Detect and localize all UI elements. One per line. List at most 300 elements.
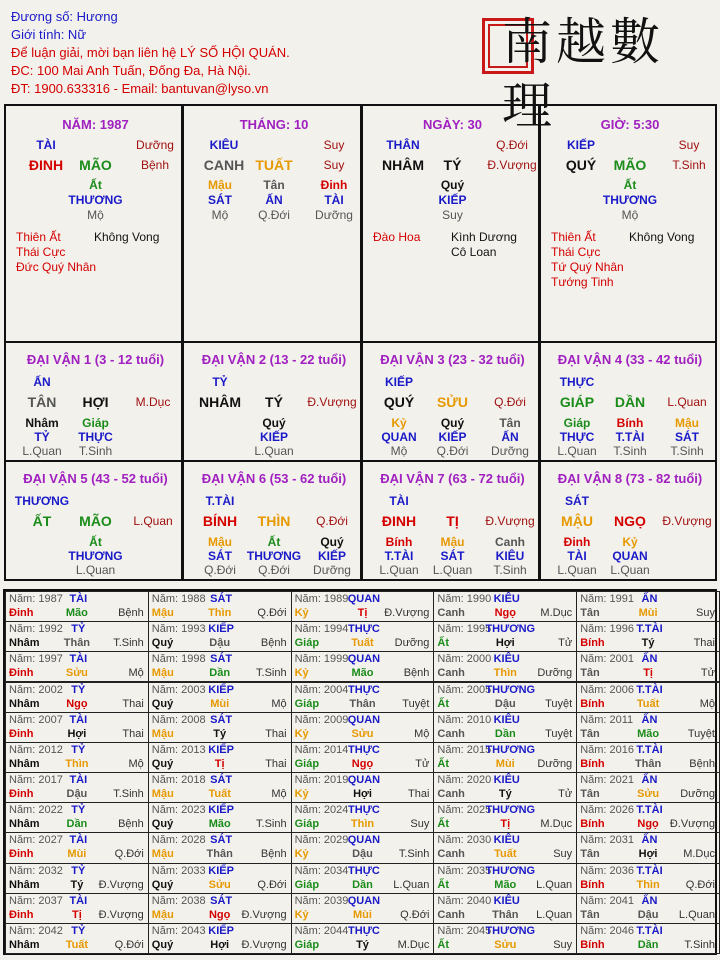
address-line: ĐC: 100 Mai Anh Tuấn, Đống Đa, Hà Nội. bbox=[11, 63, 251, 78]
year-state: T.Sinh bbox=[256, 818, 287, 831]
year-state: Q.Đới bbox=[685, 878, 715, 891]
year-stem: Quý bbox=[151, 637, 174, 650]
year-stem: Tân bbox=[580, 848, 600, 861]
year-god: TÀI bbox=[69, 713, 88, 726]
year-god: QUAN bbox=[347, 894, 381, 907]
year-label: Năm: 1988 bbox=[151, 593, 206, 605]
year-god: QUAN bbox=[347, 834, 381, 847]
year-cell bbox=[576, 772, 720, 803]
year-god: THỰC bbox=[348, 924, 380, 937]
year-branch: Tuất bbox=[636, 697, 660, 710]
year-stem: Ất bbox=[437, 938, 449, 951]
year-stem: Mậu bbox=[151, 848, 174, 861]
year-cell bbox=[148, 772, 292, 803]
year-state: Tuyệt bbox=[687, 727, 715, 740]
year-state: Suy bbox=[553, 938, 573, 951]
year-label: Năm: 1995 bbox=[437, 623, 492, 636]
dai-van-branch: NGỌ bbox=[614, 513, 646, 529]
year-branch: Sửu bbox=[637, 788, 660, 801]
year-label: Năm: 2046 bbox=[580, 924, 634, 937]
hidden-state: L.Quan bbox=[557, 563, 597, 577]
dai-van-cell bbox=[361, 341, 540, 462]
year-branch: Dậu bbox=[494, 697, 516, 710]
year-cell bbox=[291, 621, 435, 652]
year-label: Năm: 2038 bbox=[151, 894, 206, 907]
hidden-god: KIẾP bbox=[438, 193, 467, 207]
year-cell bbox=[5, 621, 149, 652]
pillar-branch: TUẤT bbox=[255, 157, 293, 173]
year-god: TÀI bbox=[69, 834, 88, 847]
year-label: Năm: 1999 bbox=[294, 653, 349, 666]
year-label: Năm: 2013 bbox=[151, 743, 206, 756]
hidden-stem: Mậu bbox=[208, 178, 232, 192]
dai-van-branch: DẦN bbox=[614, 394, 646, 410]
year-label: Năm: 2006 bbox=[580, 683, 634, 696]
dai-van-title: ĐẠI VẬN 5 (43 - 52 tuổi) bbox=[23, 471, 168, 486]
year-label: Năm: 2045 bbox=[437, 924, 492, 937]
year-stem: Nhâm bbox=[9, 637, 40, 650]
star-item: Cô Loan bbox=[451, 245, 497, 259]
dai-van-stem: ĐINH bbox=[381, 513, 417, 529]
year-god: KIẾP bbox=[208, 804, 234, 817]
year-stem: Giáp bbox=[294, 757, 320, 770]
year-cell bbox=[5, 893, 149, 924]
year-cell bbox=[291, 712, 435, 743]
year-god: TỶ bbox=[71, 864, 86, 877]
year-cell bbox=[433, 772, 577, 803]
pillar-stem: ĐINH bbox=[28, 157, 64, 173]
year-cell bbox=[5, 863, 149, 894]
hidden-state: T.Sinh bbox=[613, 444, 647, 458]
year-branch: Thân bbox=[206, 848, 233, 861]
year-state: Đ.Vượng bbox=[241, 908, 287, 921]
year-state: Đ.Vượng bbox=[669, 818, 715, 831]
year-god: TÀI bbox=[69, 894, 88, 907]
year-branch: Hợi bbox=[495, 637, 515, 650]
year-label: Năm: 2033 bbox=[151, 864, 206, 877]
year-god: THƯƠNG bbox=[485, 864, 536, 877]
hidden-stem: Ất bbox=[89, 535, 102, 549]
year-stem: Tân bbox=[580, 908, 600, 921]
pillar-branch: MÃO bbox=[79, 157, 112, 173]
dai-van-branch: TỊ bbox=[446, 513, 459, 529]
year-branch: Mão bbox=[208, 818, 231, 831]
year-label: Năm: 1991 bbox=[580, 593, 634, 605]
year-stem: Tân bbox=[580, 788, 600, 801]
year-label: Năm: 2000 bbox=[437, 653, 492, 666]
dai-van-title: ĐẠI VẬN 7 (63 - 72 tuổi) bbox=[380, 471, 525, 486]
year-god: SÁT bbox=[210, 834, 233, 847]
year-god: KIÊU bbox=[493, 774, 520, 787]
year-cell bbox=[576, 802, 720, 833]
pillar-god: KIẾP bbox=[566, 138, 596, 152]
year-state: Tuyệt bbox=[402, 697, 430, 710]
year-label: Năm: 2010 bbox=[437, 713, 492, 726]
year-label: Năm: 1996 bbox=[580, 623, 634, 636]
hidden-god: QUAN bbox=[381, 430, 417, 444]
year-god: THƯƠNG bbox=[485, 924, 536, 937]
year-cell bbox=[291, 651, 435, 682]
year-branch: Sửu bbox=[494, 938, 517, 951]
pillar-branch: MÃO bbox=[613, 157, 647, 173]
year-god: THỰC bbox=[348, 623, 380, 636]
year-branch: Dậu bbox=[352, 848, 373, 861]
year-label: Năm: 2008 bbox=[151, 713, 206, 726]
year-stem: Ất bbox=[437, 878, 449, 891]
year-state: Bệnh bbox=[260, 848, 287, 861]
year-state: Mộ bbox=[414, 727, 430, 740]
year-god: THƯƠNG bbox=[485, 683, 536, 696]
year-state: Suy bbox=[410, 818, 430, 831]
hidden-god: THƯƠNG bbox=[68, 193, 123, 207]
year-stem: Đinh bbox=[9, 607, 34, 619]
year-state: Thai bbox=[122, 727, 144, 740]
dai-van-cell bbox=[4, 341, 183, 462]
hidden-state: T.Sinh bbox=[493, 563, 527, 577]
year-state: Bệnh bbox=[260, 637, 287, 650]
dai-van-cell bbox=[361, 460, 540, 581]
year-stem: Tân bbox=[580, 667, 600, 680]
star-item: Kình Dương bbox=[451, 230, 517, 244]
year-cell bbox=[5, 682, 149, 713]
year-cell bbox=[148, 863, 292, 894]
hidden-state: Mộ bbox=[87, 208, 104, 222]
year-state: Dưỡng bbox=[537, 757, 573, 770]
annual-luck-grid bbox=[3, 589, 717, 955]
hidden-state: L.Quan bbox=[254, 444, 294, 458]
hidden-stem: Bính bbox=[616, 416, 644, 430]
year-state: Mộ bbox=[271, 788, 287, 801]
year-state: T.Sinh bbox=[256, 667, 287, 680]
year-god: TÀI bbox=[69, 653, 88, 666]
year-branch: Thìn bbox=[208, 607, 232, 619]
pillar-title: NĂM: 1987 bbox=[62, 117, 129, 132]
year-state: Đ.Vượng bbox=[241, 938, 287, 951]
year-state: L.Quan bbox=[678, 908, 715, 921]
year-cell bbox=[433, 832, 577, 863]
year-god: TÀI bbox=[69, 774, 88, 787]
dai-van-cell bbox=[4, 460, 183, 581]
year-cell bbox=[148, 893, 292, 924]
year-god: THỰC bbox=[348, 743, 380, 756]
pillar-stem: QUÝ bbox=[565, 157, 597, 173]
year-label: Năm: 2037 bbox=[9, 894, 63, 907]
year-state: Tử bbox=[558, 637, 573, 650]
year-stem: Bính bbox=[580, 637, 605, 650]
year-cell bbox=[291, 742, 435, 773]
year-label: Năm: 2041 bbox=[580, 894, 634, 907]
year-stem: Giáp bbox=[294, 697, 320, 710]
year-branch: Ngọ bbox=[66, 697, 88, 710]
year-state: Tử bbox=[415, 757, 430, 770]
year-label: Năm: 2017 bbox=[9, 774, 63, 787]
year-god: TỶ bbox=[71, 924, 86, 937]
year-branch: Thân bbox=[492, 908, 519, 921]
year-branch: Mùi bbox=[495, 757, 515, 770]
year-god: KIẾP bbox=[208, 743, 234, 756]
hidden-state: Mộ bbox=[621, 208, 639, 222]
hidden-stem: Mậu bbox=[675, 416, 699, 430]
year-label: Năm: 2035 bbox=[437, 864, 492, 877]
year-label: Năm: 2044 bbox=[294, 924, 349, 937]
year-state: Dưỡng bbox=[537, 667, 573, 680]
year-branch: Thìn bbox=[493, 667, 517, 680]
dai-van-title: ĐẠI VẬN 4 (33 - 42 tuổi) bbox=[557, 352, 703, 367]
hidden-god: THƯƠNG bbox=[68, 549, 123, 563]
star-item: Thái Cực bbox=[16, 245, 66, 259]
year-stem: Giáp bbox=[294, 878, 320, 891]
year-stem: Giáp bbox=[294, 637, 320, 650]
hidden-stem: Ất bbox=[267, 535, 281, 549]
year-label: Năm: 1993 bbox=[151, 623, 206, 636]
year-god: KIẾP bbox=[208, 924, 234, 937]
year-label: Năm: 2029 bbox=[294, 834, 349, 847]
hidden-stem: Đinh bbox=[563, 535, 591, 549]
hidden-stem: Tân bbox=[499, 416, 521, 430]
year-cell bbox=[291, 591, 435, 622]
year-state: Bệnh bbox=[403, 667, 430, 680]
year-state: L.Quan bbox=[536, 878, 573, 891]
year-branch: Dần bbox=[209, 667, 231, 680]
dai-van-state: Đ.Vượng bbox=[485, 514, 535, 528]
year-state: L.Quan bbox=[536, 908, 573, 921]
year-cell bbox=[148, 802, 292, 833]
year-state: Thai bbox=[265, 727, 287, 740]
dai-van-branch: MÃO bbox=[79, 513, 112, 529]
year-branch: Ngọ bbox=[637, 818, 659, 831]
hidden-state: L.Quan bbox=[610, 563, 650, 577]
year-stem: Canh bbox=[437, 848, 465, 861]
hidden-state: Q.Đới bbox=[258, 208, 290, 222]
year-god: KIÊU bbox=[493, 713, 520, 726]
hidden-god: THƯƠNG bbox=[246, 549, 302, 563]
pillar-cell bbox=[539, 104, 717, 343]
year-stem: Ất bbox=[437, 697, 449, 710]
year-branch: Tý bbox=[70, 878, 84, 891]
year-branch: Mão bbox=[351, 667, 374, 680]
year-stem: Đinh bbox=[9, 788, 34, 801]
owner-name: Đương số: Hương bbox=[11, 9, 118, 24]
year-state: M.Dục bbox=[540, 818, 573, 831]
year-god: TÀI bbox=[69, 593, 88, 605]
year-cell bbox=[148, 591, 292, 622]
year-label: Năm: 2009 bbox=[294, 713, 349, 726]
year-label: Năm: 2014 bbox=[294, 743, 349, 756]
dai-van-cell bbox=[539, 460, 717, 581]
hidden-god: THƯƠNG bbox=[602, 193, 658, 207]
dai-van-god: TỶ bbox=[212, 375, 228, 389]
dai-van-state: Đ.Vượng bbox=[662, 514, 712, 528]
year-state: Q.Đới bbox=[114, 848, 144, 861]
dai-van-god: KIẾP bbox=[384, 375, 414, 389]
year-label: Năm: 2022 bbox=[9, 804, 63, 817]
year-branch: Tị bbox=[643, 667, 653, 680]
dai-van-god: T.TÀI bbox=[205, 494, 235, 508]
year-god: ẤN bbox=[641, 593, 658, 605]
year-god: THỰC bbox=[348, 804, 380, 817]
year-label: Năm: 2027 bbox=[9, 834, 63, 847]
dai-van-state: Q.Đới bbox=[494, 395, 526, 409]
year-cell bbox=[148, 923, 292, 954]
year-cell bbox=[576, 651, 720, 682]
hidden-stem: Mậu bbox=[440, 535, 465, 549]
year-god: THƯƠNG bbox=[485, 804, 536, 817]
year-cell bbox=[576, 832, 720, 863]
hidden-god: SÁT bbox=[675, 430, 699, 444]
year-state: Tử bbox=[558, 788, 573, 801]
dai-van-state: M.Dục bbox=[135, 395, 171, 409]
year-state: Suy bbox=[553, 848, 573, 861]
hidden-state: Suy bbox=[442, 208, 463, 222]
pillar-cell bbox=[182, 104, 362, 343]
year-stem: Mậu bbox=[151, 788, 174, 801]
year-branch: Tị bbox=[357, 607, 368, 619]
hidden-god: T.TÀI bbox=[384, 549, 414, 563]
hidden-stem: Kỷ bbox=[622, 535, 638, 549]
year-cell bbox=[5, 712, 149, 743]
dai-van-branch: SỬU bbox=[436, 394, 469, 410]
year-label: Năm: 2024 bbox=[294, 804, 349, 817]
year-state: M.Dục bbox=[540, 607, 573, 619]
dai-van-god: ẤN bbox=[33, 375, 51, 389]
dai-van-stem: BÍNH bbox=[202, 513, 238, 529]
year-cell bbox=[433, 621, 577, 652]
year-cell bbox=[291, 772, 435, 803]
hidden-stem: Quý bbox=[320, 535, 344, 549]
hidden-state: L.Quan bbox=[379, 563, 419, 577]
year-stem: Đinh bbox=[9, 908, 34, 921]
year-cell bbox=[291, 863, 435, 894]
pillar-stem: CANH bbox=[203, 157, 245, 173]
year-state: Dưỡng bbox=[394, 637, 430, 650]
year-cell bbox=[433, 742, 577, 773]
dai-van-state: L.Quan bbox=[133, 514, 173, 528]
year-stem: Quý bbox=[151, 697, 174, 710]
year-state: Dưỡng bbox=[680, 788, 715, 801]
pillar-god: THÂN bbox=[386, 138, 420, 152]
year-state: Thai bbox=[265, 757, 287, 770]
year-branch: Thân bbox=[63, 637, 91, 650]
year-cell bbox=[148, 621, 292, 652]
year-cell bbox=[291, 923, 435, 954]
year-state: Mộ bbox=[699, 697, 715, 710]
year-stem: Bính bbox=[580, 878, 605, 891]
year-stem: Kỷ bbox=[294, 908, 309, 921]
year-cell bbox=[433, 863, 577, 894]
year-god: KIÊU bbox=[493, 653, 520, 666]
year-state: T.Sinh bbox=[113, 788, 144, 801]
dai-van-stem: TÂN bbox=[27, 394, 57, 410]
year-branch: Dậu bbox=[66, 788, 88, 801]
hidden-god: TÀI bbox=[324, 193, 344, 207]
year-label: Năm: 2039 bbox=[294, 894, 349, 907]
pillar-title: THÁNG: 10 bbox=[239, 117, 309, 132]
year-branch: Tuất bbox=[65, 938, 89, 951]
year-label: Năm: 2011 bbox=[580, 713, 634, 726]
hidden-god: KIẾP bbox=[438, 430, 467, 444]
pillar-title: GIỜ: 5:30 bbox=[600, 117, 660, 132]
hidden-god: KIẾP bbox=[317, 549, 347, 563]
year-label: Năm: 1997 bbox=[9, 653, 63, 666]
year-cell bbox=[148, 651, 292, 682]
year-label: Năm: 2012 bbox=[9, 743, 63, 756]
year-stem: Bính bbox=[580, 697, 605, 710]
year-stem: Tân bbox=[580, 607, 600, 619]
year-label: Năm: 2003 bbox=[151, 683, 206, 696]
year-cell bbox=[291, 802, 435, 833]
hidden-stem: Canh bbox=[495, 535, 525, 549]
dai-van-stem: QUÝ bbox=[383, 394, 415, 410]
dai-van-branch: HỢI bbox=[82, 394, 109, 410]
year-label: Năm: 2030 bbox=[437, 834, 492, 847]
year-cell bbox=[291, 832, 435, 863]
year-branch: Thân bbox=[634, 757, 662, 770]
star-item: Thái Cực bbox=[551, 245, 601, 259]
year-stem: Bính bbox=[580, 818, 605, 831]
pillar-stem: NHÂM bbox=[382, 157, 424, 173]
year-stem: Kỷ bbox=[294, 848, 309, 861]
year-god: T.TÀI bbox=[636, 743, 663, 756]
year-stem: Giáp bbox=[294, 818, 320, 831]
hidden-stem: Đinh bbox=[320, 178, 348, 192]
year-branch: Tý bbox=[641, 637, 655, 650]
year-cell bbox=[576, 742, 720, 773]
year-branch: Ngọ bbox=[351, 757, 374, 770]
year-label: Năm: 1992 bbox=[9, 623, 63, 636]
year-state: Tử bbox=[700, 667, 715, 680]
year-stem: Đinh bbox=[9, 727, 34, 740]
year-stem: Canh bbox=[437, 607, 465, 619]
dai-van-god: TÀI bbox=[389, 494, 409, 508]
year-branch: Thân bbox=[349, 697, 376, 710]
year-branch: Sửu bbox=[351, 727, 374, 740]
year-branch: Sửu bbox=[65, 667, 88, 680]
year-label: Năm: 2018 bbox=[151, 774, 206, 787]
dai-van-stem: MẬU bbox=[561, 513, 593, 529]
hidden-god: TỶ bbox=[34, 430, 50, 444]
year-label: Năm: 1987 bbox=[9, 593, 63, 605]
dai-van-god: THỰC bbox=[559, 375, 595, 389]
year-god: ẤN bbox=[641, 713, 658, 726]
pillar-state: Q.Đới bbox=[496, 138, 528, 152]
year-branch: Tị bbox=[214, 757, 225, 770]
year-god: TỶ bbox=[71, 683, 86, 696]
year-state: Bệnh bbox=[118, 818, 144, 831]
year-branch: Dậu bbox=[637, 908, 659, 921]
dai-van-state: Đ.Vượng bbox=[307, 395, 357, 409]
pillar-state: Suy bbox=[323, 138, 345, 152]
year-stem: Nhâm bbox=[9, 878, 40, 891]
year-stem: Kỷ bbox=[294, 607, 309, 619]
year-label: Năm: 2004 bbox=[294, 683, 349, 696]
hidden-stem: Quý bbox=[440, 178, 465, 192]
year-label: Năm: 2031 bbox=[580, 834, 634, 847]
hidden-god: THỰC bbox=[559, 430, 595, 444]
hidden-stem: Ất bbox=[623, 178, 637, 192]
year-cell bbox=[433, 893, 577, 924]
year-stem: Kỷ bbox=[294, 788, 309, 801]
year-god: SÁT bbox=[210, 774, 233, 787]
hidden-state: L.Quan bbox=[432, 563, 473, 577]
hidden-stem: Giáp bbox=[563, 416, 591, 430]
year-god: ẤN bbox=[641, 774, 658, 787]
pillar-branch-state: Suy bbox=[323, 158, 345, 172]
year-branch: Hợi bbox=[353, 788, 372, 801]
year-stem: Mậu bbox=[151, 667, 174, 680]
year-cell bbox=[433, 651, 577, 682]
year-label: Năm: 2043 bbox=[151, 924, 206, 937]
year-state: Thai bbox=[407, 788, 430, 801]
